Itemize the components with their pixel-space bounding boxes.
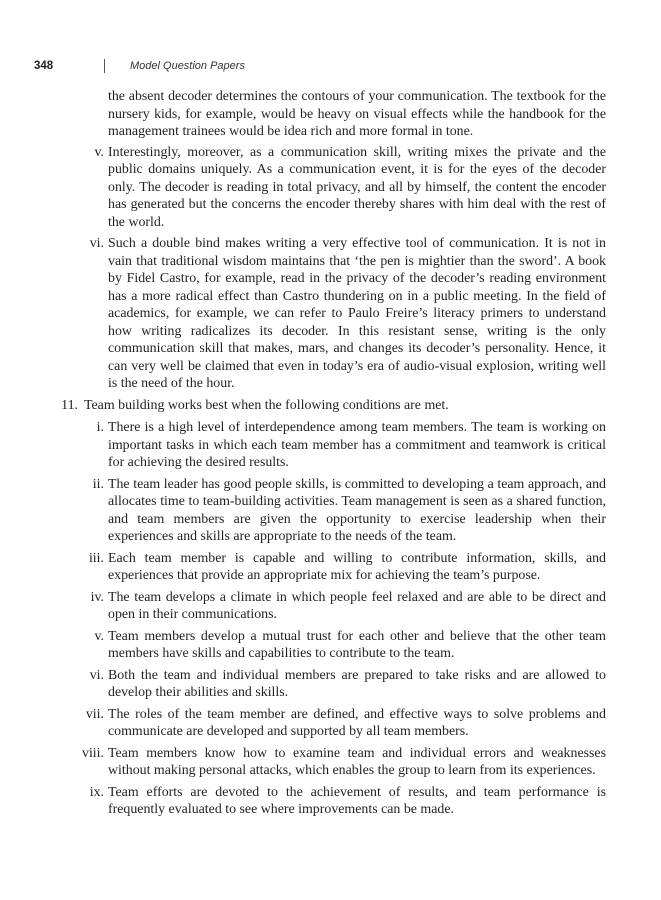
list-marker: vii. (85, 706, 104, 722)
list-item (34, 628, 606, 663)
list-item (34, 235, 606, 393)
list-item-text: Each team member is capable and willing to contribute information, skills, and experiences that provide an appropriate mix for achieving the team’s purpose. (108, 550, 606, 583)
list-item (34, 550, 606, 585)
list-item (34, 784, 606, 819)
list-marker: ii. (92, 476, 104, 492)
continued-paragraph: the absent decoder determines the contours of your communication. The textbook for the nursery kids, for example, would be heavy on visual effects while the handbook for the management trainees would be idea rich and more formal in tone. (108, 89, 606, 139)
list-item (34, 476, 606, 546)
list-marker: vi. (89, 667, 104, 683)
running-title: Model Question Papers (130, 60, 245, 72)
list-item-text: Such a double bind makes writing a very effective tool of communication. It is not in vain that traditional wisdom maintains that ‘the pen is mightier than the sword’. A book by Fidel Castro, for example, read in the privacy of the decoder’s reading environment has a more radical effect than Castro thundering on in a public meeting. In the field of academics, for example, we can refer to Paulo Freire’s literacy primers to understand how writing radicalizes its decoder. In this resistant sense, writing is the only communication skill that makes, mars, and changes its decoder’s personality. Hence, it can very well be claimed that even in today’s era of audio-visual explosion, writing well is the need of the hour. (108, 236, 606, 391)
list-item-text: Team members know how to examine team and individual errors and weaknesses without making personal attacks, which enables the group to learn from its experiences. (108, 745, 606, 778)
list-item (34, 419, 606, 472)
list-item-text: The team leader has good people skills, is committed to developing a team approach, and allocates time to team-building activities. Team management is seen as a shared function, and team members are given the opportunity to exercise leadership when their experiences and skills are appropriate to the needs of the team. (108, 476, 606, 544)
question-11 (34, 397, 606, 415)
list-item (34, 144, 606, 232)
list-marker: iii. (88, 550, 104, 566)
list-marker: vi. (89, 236, 104, 251)
list-marker: v. (94, 144, 104, 160)
header-divider (104, 59, 105, 73)
list-marker: viii. (82, 745, 104, 761)
list-item-text: Interestingly, moreover, as a communication skill, writing mixes the private and the public domains uniquely. As a communication event, it is for the eyes of the decoder only. The decoder is reading in total privacy, and all by himself, the content the encoder has generated but the concerns the encoder thereby shares with him deal with the rest of the world. (108, 144, 606, 230)
list-marker: v. (94, 628, 104, 644)
question-11-list (34, 419, 606, 819)
question-number: 11. (61, 397, 78, 413)
question-text: Team building works best when the following conditions are met. (84, 397, 449, 413)
page-number: 348 (34, 60, 54, 72)
list-item (34, 589, 606, 624)
page-header (34, 60, 627, 76)
list-item-text: There is a high level of interdependence among team members. The team is working on important tasks in which each team member has a commitment and teamwork is critical for achieving the desired results. (108, 420, 606, 470)
list-marker: ix. (89, 784, 104, 800)
list-item (34, 745, 606, 780)
list-item-text: Team members develop a mutual trust for each other and believe that the other team members have skills and capabilities to contribute to the team. (108, 628, 606, 661)
list-item-text: Both the team and individual members are prepared to take risks and are allowed to develop their abilities and skills. (108, 667, 606, 700)
list-item-text: Team efforts are devoted to the achievement of results, and team performance is frequently evaluated to see where improvements can be made. (108, 784, 606, 817)
list-marker: iv. (90, 589, 104, 605)
list-item-text: The roles of the team member are defined, and effective ways to solve problems and communicate are developed and supported by all team members. (108, 706, 606, 739)
list-item-text: The team develops a climate in which people feel relaxed and are able to be direct and open in their communications. (108, 589, 606, 622)
page-body (34, 88, 606, 819)
list-item (34, 667, 606, 702)
list-marker: i. (96, 420, 104, 435)
list-item (34, 706, 606, 741)
